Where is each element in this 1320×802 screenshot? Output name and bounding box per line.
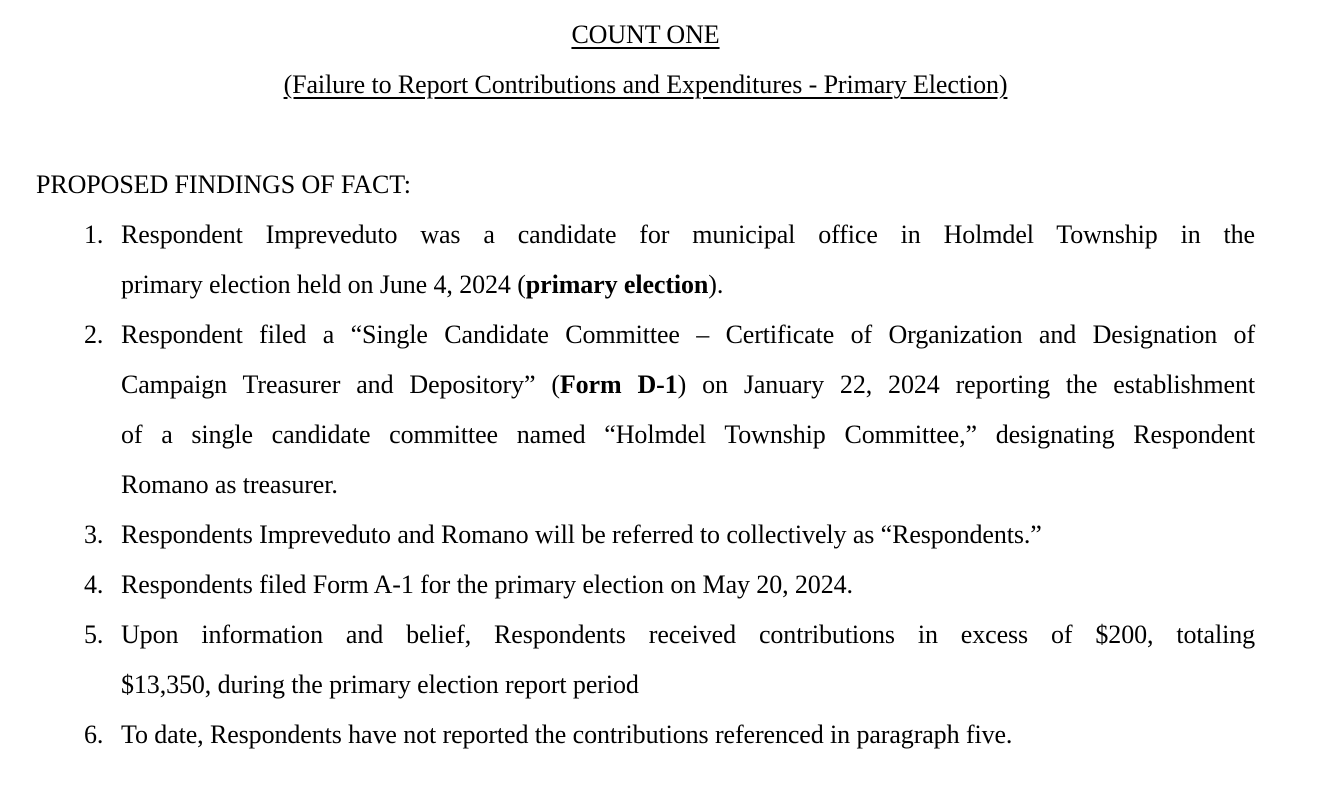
count-title <box>36 10 1255 60</box>
finding-item <box>36 310 1255 510</box>
finding-item <box>36 510 1255 560</box>
count-subtitle-text: (Failure to Report Contributions and Expenditures - Primary Election) <box>283 70 1008 99</box>
finding-item-text <box>121 510 1255 560</box>
bold-text-segment: Form D-1 <box>559 370 678 399</box>
finding-item <box>36 610 1255 710</box>
text-segment: Respondents Impreveduto and Romano will be referred to collectively as “Respondents.” <box>121 520 1042 549</box>
finding-line <box>121 260 1255 310</box>
text-segment: Respondents filed Form A-1 for the primary election on May 20, 2024. <box>121 570 853 599</box>
text-segment: Respondent filed a “Single Candidate Committee – Certificate of Organization and Designation of <box>121 320 1255 349</box>
finding-item-number: 3. <box>84 520 104 549</box>
text-segment: ). <box>708 270 724 299</box>
finding-item-number: 5. <box>84 620 104 649</box>
finding-item <box>36 560 1255 610</box>
finding-line <box>121 410 1255 460</box>
findings-list <box>36 210 1255 760</box>
finding-item-text <box>121 710 1255 760</box>
finding-line <box>121 460 1255 510</box>
finding-line <box>121 560 1255 610</box>
finding-item-number: 2. <box>84 320 104 349</box>
text-segment: Romano as treasurer. <box>121 470 338 499</box>
finding-line <box>121 610 1255 660</box>
finding-line <box>121 710 1255 760</box>
text-segment: Upon information and belief, Respondents received contributions in excess of $200, totaling <box>121 620 1255 649</box>
text-segment: primary election held on June 4, 2024 ( <box>121 270 526 299</box>
text-segment: To date, Respondents have not reported the contributions referenced in paragraph five. <box>121 720 1013 749</box>
finding-item-number: 4. <box>84 570 104 599</box>
finding-line <box>121 360 1255 410</box>
text-segment: of a single candidate committee named “Holmdel Township Committee,” designating Respondent <box>121 420 1255 449</box>
text-segment: ) on January 22, 2024 reporting the establishment <box>677 370 1255 399</box>
finding-line <box>121 510 1255 560</box>
finding-item-text <box>121 210 1255 310</box>
count-subtitle <box>36 60 1255 110</box>
finding-line <box>121 210 1255 260</box>
finding-line <box>121 660 1255 710</box>
text-segment: Respondent Impreveduto was a candidate for municipal office in Holmdel Township in the <box>121 220 1255 249</box>
bold-text-segment: primary election <box>525 270 709 299</box>
finding-item-number: 6. <box>84 720 104 749</box>
finding-item-text <box>121 310 1255 510</box>
finding-item-text <box>121 610 1255 710</box>
blank-line <box>36 110 1255 160</box>
count-title-text: COUNT ONE <box>571 20 720 49</box>
finding-item-number: 1. <box>84 220 104 249</box>
finding-item <box>36 210 1255 310</box>
finding-line <box>121 310 1255 360</box>
text-segment: $13,350, during the primary election report period <box>121 670 639 699</box>
finding-item-text <box>121 560 1255 610</box>
finding-item <box>36 710 1255 760</box>
text-segment: Campaign Treasurer and Depository” ( <box>121 370 560 399</box>
findings-heading: PROPOSED FINDINGS OF FACT: <box>36 170 411 199</box>
